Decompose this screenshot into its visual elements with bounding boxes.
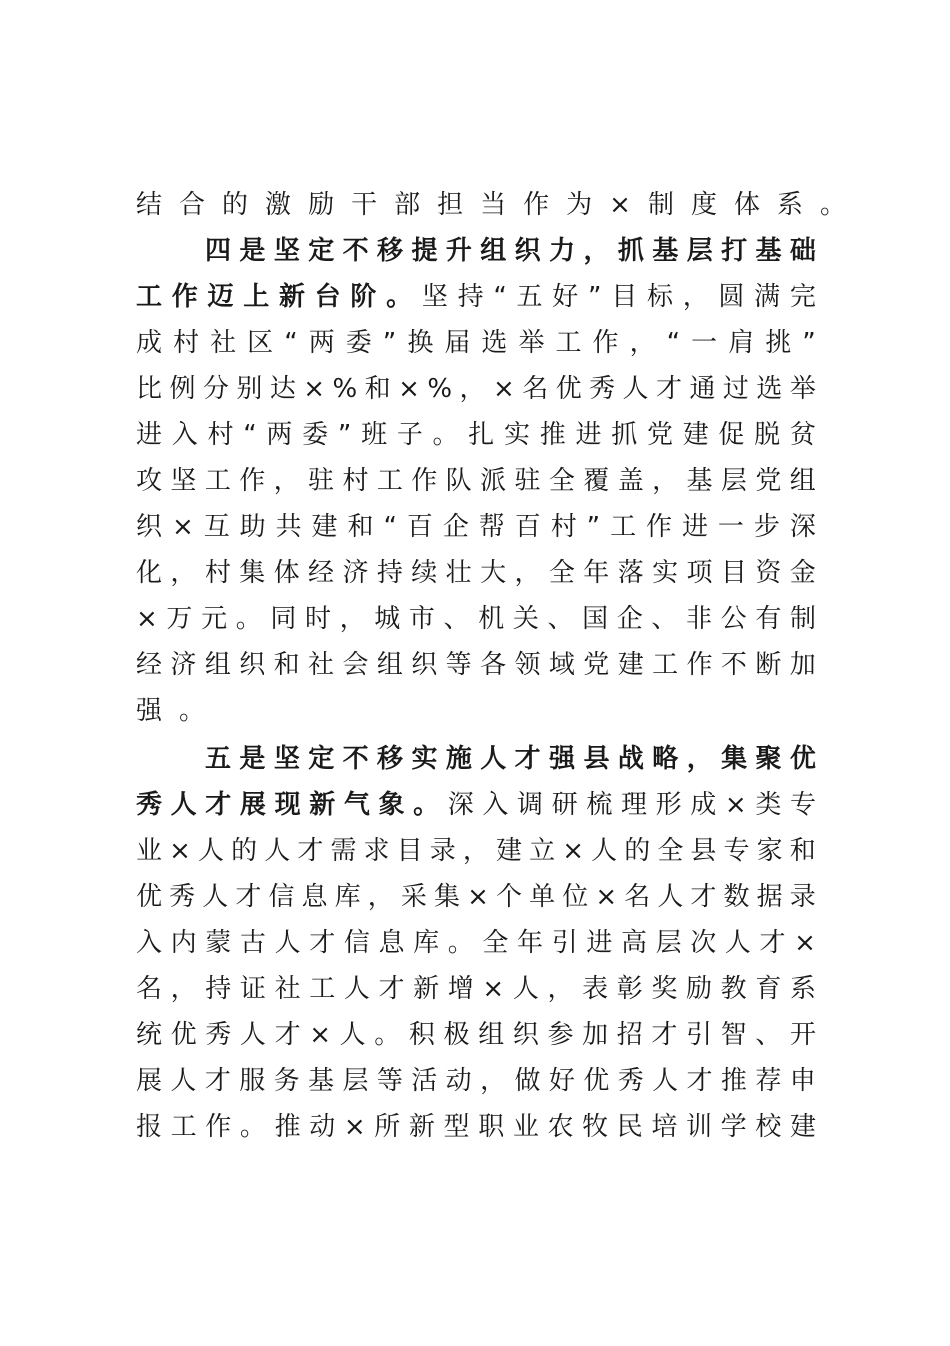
text-line: 经 济 组 织 和 社 会 组 织 等 各 领 域 党 建 工 作 不 断 加 bbox=[136, 650, 816, 680]
text-line: 名 ， 持 证 社 工 人 才 新 增 × 人 ， 表 彰 奖 励 教 育 系 bbox=[136, 974, 816, 1004]
text-line: × 万 元 。 同 时 ， 城 市 、 机 关 、 国 企 、 非 公 有 制 bbox=[136, 604, 816, 634]
text-line: 强 。 bbox=[136, 696, 206, 726]
text-line: 结 合 的 激 励 干 部 担 当 作 为 × 制 度 体 系 。 bbox=[136, 190, 847, 220]
text-line: 业 × 人 的 人 才 需 求 目 录 ， 建 立 × 人 的 全 县 专 家 和 bbox=[136, 836, 816, 866]
text-line: 入 内 蒙 古 人 才 信 息 库 。 全 年 引 进 高 层 次 人 才 × bbox=[136, 928, 816, 958]
text-line: 化 ， 村 集 体 经 济 持 续 壮 大 ， 全 年 落 实 项 目 资 金 bbox=[136, 558, 816, 588]
text-line: 五 是 坚 定 不 移 实 施 人 才 强 县 战 略 ， 集 聚 优 bbox=[205, 744, 816, 774]
text-line: 展 人 才 服 务 基 层 等 活 动 ， 做 好 优 秀 人 才 推 荐 申 bbox=[136, 1066, 816, 1096]
text-line: 四 是 坚 定 不 移 提 升 组 织 力 ， 抓 基 层 打 基 础 bbox=[205, 236, 816, 266]
text-line: 成 村 社 区 “ 两 委 ” 换 届 选 举 工 作 ， “ 一 肩 挑 ” bbox=[136, 328, 816, 358]
text-line: 秀 人 才 展 现 新 气 象 。 深 入 调 研 梳 理 形 成 × 类 专 bbox=[136, 790, 816, 820]
text-line: 工 作 迈 上 新 台 阶 。 坚 持 “ 五 好 ” 目 标 ， 圆 满 完 bbox=[136, 282, 816, 312]
text-line: 比 例 分 别 达 × % 和 × % ， × 名 优 秀 人 才 通 过 选 举 bbox=[136, 374, 816, 404]
text-line: 统 优 秀 人 才 × 人 。 积 极 组 织 参 加 招 才 引 智 、 开 bbox=[136, 1020, 816, 1050]
text-line: 报 工 作 。 推 动 × 所 新 型 职 业 农 牧 民 培 训 学 校 建 bbox=[136, 1112, 816, 1142]
text-line: 攻 坚 工 作 ， 驻 村 工 作 队 派 驻 全 覆 盖 ， 基 层 党 组 bbox=[136, 466, 816, 496]
text-line: 织 × 互 助 共 建 和 “ 百 企 帮 百 村 ” 工 作 进 一 步 深 bbox=[136, 512, 816, 542]
text-line: 进 入 村 “ 两 委 ” 班 子 。 扎 实 推 进 抓 党 建 促 脱 贫 bbox=[136, 420, 816, 450]
text-line: 优 秀 人 才 信 息 库 ， 采 集 × 个 单 位 × 名 人 才 数 据 录 bbox=[136, 882, 816, 912]
